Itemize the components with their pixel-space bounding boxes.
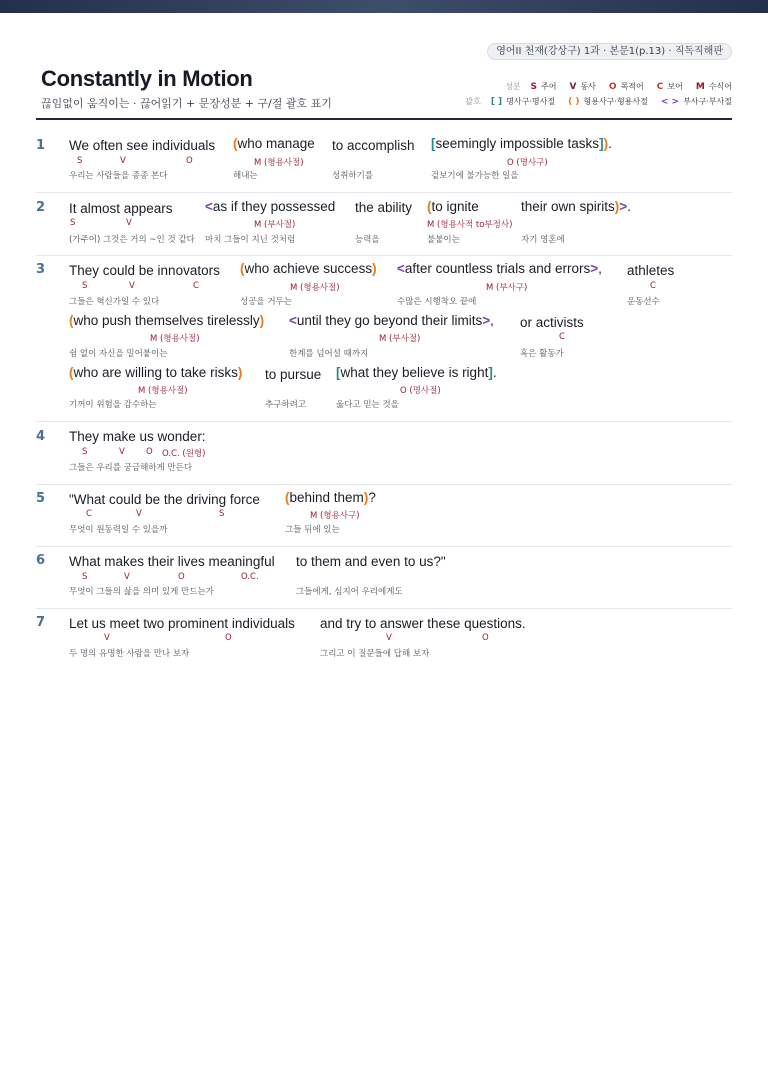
source-badge: 영어II 천재(강상구) 1과 · 본문1(p.13) · 직독직해판 xyxy=(487,43,732,60)
label-m: M (형용사절) xyxy=(150,334,200,344)
korean-gloss: 한계를 넘어설 때까지 xyxy=(289,349,369,359)
label-c: C xyxy=(193,281,199,291)
label-v: V xyxy=(119,447,125,457)
chunk-text: athletes xyxy=(627,263,675,278)
korean-gloss: 해내는 xyxy=(233,171,258,181)
label-s: S xyxy=(82,281,88,291)
legend-key-m: M xyxy=(695,81,705,92)
bracket-open: ( xyxy=(69,365,74,380)
legend-brackets-label: 괄호 xyxy=(465,97,481,106)
korean-gloss: 우리는 사람들을 종종 본다 xyxy=(69,171,168,181)
chunk-clause: until they go beyond their limits xyxy=(296,313,483,328)
bracket-open: [ xyxy=(336,365,341,380)
korean-gloss: 그들은 혁신가일 수 있다 xyxy=(69,297,160,307)
bracket-open: ( xyxy=(285,490,290,505)
label-o: O xyxy=(186,156,193,166)
legend-value-s: 주어 xyxy=(541,82,557,91)
punctuation: . xyxy=(608,136,612,151)
legend-components-label: 성분 xyxy=(505,82,521,91)
page-title: Constantly in Motion xyxy=(41,66,253,91)
divider xyxy=(36,192,732,193)
korean-gloss: 그리고 이 질문들에 답해 보자 xyxy=(320,649,430,659)
bracket-open: < xyxy=(397,261,405,276)
legend-key-square: [ ] xyxy=(490,96,503,107)
bracket-close: ) xyxy=(363,490,369,505)
sentence-number: 4 xyxy=(36,429,46,444)
label-s: S xyxy=(219,509,225,519)
legend-value-angle: 부사구·부사절 xyxy=(683,97,732,106)
chunk-clause: who achieve success xyxy=(244,261,373,276)
label-m: M (형용사절) xyxy=(254,158,304,168)
label-m: M (형용사절) xyxy=(138,386,188,396)
korean-gloss: 기꺼이 위험을 감수하는 xyxy=(69,400,157,410)
label-o: O xyxy=(225,633,232,643)
korean-gloss: 옳다고 믿는 것을 xyxy=(336,400,399,410)
divider xyxy=(36,255,732,256)
chunk-clause: what they believe is right xyxy=(340,365,489,380)
chunk-text xyxy=(336,365,497,380)
label-c: C xyxy=(559,332,565,342)
label-v: V xyxy=(386,633,392,643)
bracket-open: ( xyxy=(69,313,74,328)
legend-key-o: O xyxy=(608,81,617,92)
chunk-text xyxy=(431,136,612,151)
label-m: M (부사구) xyxy=(486,283,528,293)
label-o: O xyxy=(482,633,489,643)
bracket-close: ) xyxy=(259,313,265,328)
page-subtitle: 끊임없이 움직이는 · 끊어읽기 + 문장성분 + 구/절 괄호 표기 xyxy=(41,97,332,110)
legend-components xyxy=(505,81,732,92)
legend-brackets xyxy=(465,96,732,107)
label-s: S xyxy=(82,572,88,582)
top-banner xyxy=(0,0,768,13)
bracket-close: ) xyxy=(372,261,377,276)
punctuation: . xyxy=(492,365,497,380)
chunk-text: We often see individuals xyxy=(69,138,216,153)
label-m: M (부사절) xyxy=(379,334,421,344)
korean-gloss: 무엇이 그들의 삶을 의미 있게 만드는가 xyxy=(69,587,214,597)
label-m: M (형용사절) xyxy=(290,283,340,293)
divider xyxy=(36,421,732,422)
label-c: C xyxy=(650,281,656,291)
chunk-text: They could be innovators xyxy=(69,263,220,278)
divider xyxy=(36,484,732,485)
bracket-open: < xyxy=(205,199,213,214)
korean-gloss: 그들은 우리를 궁금해하게 만든다 xyxy=(69,463,193,473)
korean-gloss: 겉보기에 불가능한 일을 xyxy=(431,171,519,181)
chunk-clause: behind them xyxy=(289,490,364,505)
korean-gloss: 불붙이는 xyxy=(427,235,460,245)
chunk-text xyxy=(397,261,602,276)
chunk-clause: seemingly impossible tasks xyxy=(435,136,600,151)
sentence-number: 1 xyxy=(36,138,46,153)
bracket-close: ) xyxy=(237,365,243,380)
chunk-text: "What could be the driving force xyxy=(69,492,260,507)
bracket-open: ( xyxy=(427,199,432,214)
label-s: S xyxy=(82,447,88,457)
chunk-text xyxy=(240,261,377,276)
legend-value-o: 목적어 xyxy=(620,82,644,91)
korean-gloss: (가주어) 그것은 거의 ~인 것 같다 xyxy=(69,235,195,245)
divider xyxy=(36,608,732,609)
legend-key-angle: < > xyxy=(660,96,680,107)
korean-gloss: 운동선수 xyxy=(627,297,660,307)
label-m: M (형용사적 to부정사) xyxy=(427,220,513,230)
legend-value-c: 보어 xyxy=(667,82,683,91)
punctuation: , xyxy=(490,313,494,328)
label-o: O (명사절) xyxy=(400,386,441,396)
sentence-number: 6 xyxy=(36,553,46,568)
label-v: V xyxy=(124,572,130,582)
chunk-text: to pursue xyxy=(265,367,322,382)
chunk-text: to accomplish xyxy=(332,138,415,153)
label-v: V xyxy=(129,281,135,291)
chunk-clause: who are willing to take risks xyxy=(73,365,238,380)
label-o: O xyxy=(178,572,185,582)
chunk-text xyxy=(521,199,631,214)
chunk-text xyxy=(69,365,242,380)
chunk-text xyxy=(427,199,479,214)
label-m: M (형용사구) xyxy=(310,511,360,521)
chunk-clause: who manage xyxy=(237,136,315,151)
chunk-clause: to ignite xyxy=(431,199,479,214)
chunk-clause: who push themselves tirelessly xyxy=(73,313,260,328)
sentence-number: 2 xyxy=(36,200,46,215)
label-m: M (부사절) xyxy=(254,220,296,230)
legend-value-round: 형용사구·형용사절 xyxy=(583,97,648,106)
korean-gloss: 성공을 거두는 xyxy=(240,297,292,307)
bracket-close: > xyxy=(619,199,628,214)
sentence-number: 5 xyxy=(36,491,46,506)
korean-gloss: 자기 영혼에 xyxy=(521,235,565,245)
legend-value-v: 동사 xyxy=(580,82,596,91)
legend-key-s: S xyxy=(530,81,538,92)
sentence-number: 7 xyxy=(36,615,46,630)
chunk-clause: as if they possessed xyxy=(212,199,336,214)
chunk-clause: their own spirits xyxy=(521,199,615,214)
chunk-text: or activists xyxy=(520,315,584,330)
bracket-open: < xyxy=(289,313,297,328)
label-v: V xyxy=(104,633,110,643)
label-s: S xyxy=(77,156,83,166)
korean-gloss: 그들에게, 심지어 우리에게도 xyxy=(296,587,403,597)
korean-gloss: 능력을 xyxy=(355,235,380,245)
bracket-open: [ xyxy=(431,136,436,151)
korean-gloss: 마치 그들이 지닌 것처럼 xyxy=(205,235,296,245)
header-rule xyxy=(36,118,732,120)
chunk-text: It almost appears xyxy=(69,201,173,216)
chunk-text: They make us wonder: xyxy=(69,429,206,444)
legend-value-m: 수식어 xyxy=(708,82,732,91)
chunk-text: Let us meet two prominent individuals xyxy=(69,616,295,631)
legend-key-c: C xyxy=(656,81,664,92)
chunk-text xyxy=(285,490,376,505)
korean-gloss: 수많은 시행착오 끝에 xyxy=(397,297,477,307)
bracket-close: > xyxy=(590,261,599,276)
bracket-close: ] xyxy=(599,136,604,151)
label-o: O xyxy=(146,447,153,457)
bracket-close: ) xyxy=(603,136,609,151)
divider xyxy=(36,546,732,547)
label-s: S xyxy=(70,218,76,228)
chunk-text: the ability xyxy=(355,200,413,215)
label-v: V xyxy=(136,509,142,519)
label-v: V xyxy=(126,218,132,228)
label-c: C xyxy=(86,509,92,519)
legend-key-v: V xyxy=(569,81,577,92)
chunk-text: to them and even to us?" xyxy=(296,554,446,569)
legend-value-square: 명사구·명사절 xyxy=(506,97,556,106)
chunk-text xyxy=(289,313,494,328)
chunk-text: What makes their lives meaningful xyxy=(69,554,275,569)
chunk-text: and try to answer these questions. xyxy=(320,616,526,631)
chunk-text xyxy=(69,313,264,328)
chunk-text xyxy=(233,136,315,151)
korean-gloss: 쉼 없이 자신을 밀어붙이는 xyxy=(69,349,168,359)
sentence-number: 3 xyxy=(36,262,46,277)
label-oc: O.C. (원형) xyxy=(162,449,206,459)
bracket-close: ) xyxy=(614,199,620,214)
bracket-close: > xyxy=(482,313,491,328)
korean-gloss: 무엇이 원동력일 수 있을까 xyxy=(69,525,168,535)
chunk-clause: after countless trials and errors xyxy=(404,261,591,276)
label-o: O (명사구) xyxy=(507,158,548,168)
label-oc: O.C. xyxy=(241,572,259,582)
label-v: V xyxy=(120,156,126,166)
punctuation: ? xyxy=(368,490,376,505)
korean-gloss: 추구하려고 xyxy=(265,400,307,410)
punctuation: , xyxy=(598,261,602,276)
korean-gloss: 혹은 활동가 xyxy=(520,349,564,359)
bracket-open: ( xyxy=(233,136,238,151)
chunk-text xyxy=(205,199,335,214)
korean-gloss: 성취하기를 xyxy=(332,171,374,181)
bracket-open: ( xyxy=(240,261,245,276)
korean-gloss: 두 명의 유명한 사람을 만나 보자 xyxy=(69,649,190,659)
korean-gloss: 그들 뒤에 있는 xyxy=(285,525,340,535)
legend-key-round: ( ) xyxy=(568,96,580,107)
punctuation: . xyxy=(627,199,631,214)
bracket-close: ] xyxy=(488,365,493,380)
